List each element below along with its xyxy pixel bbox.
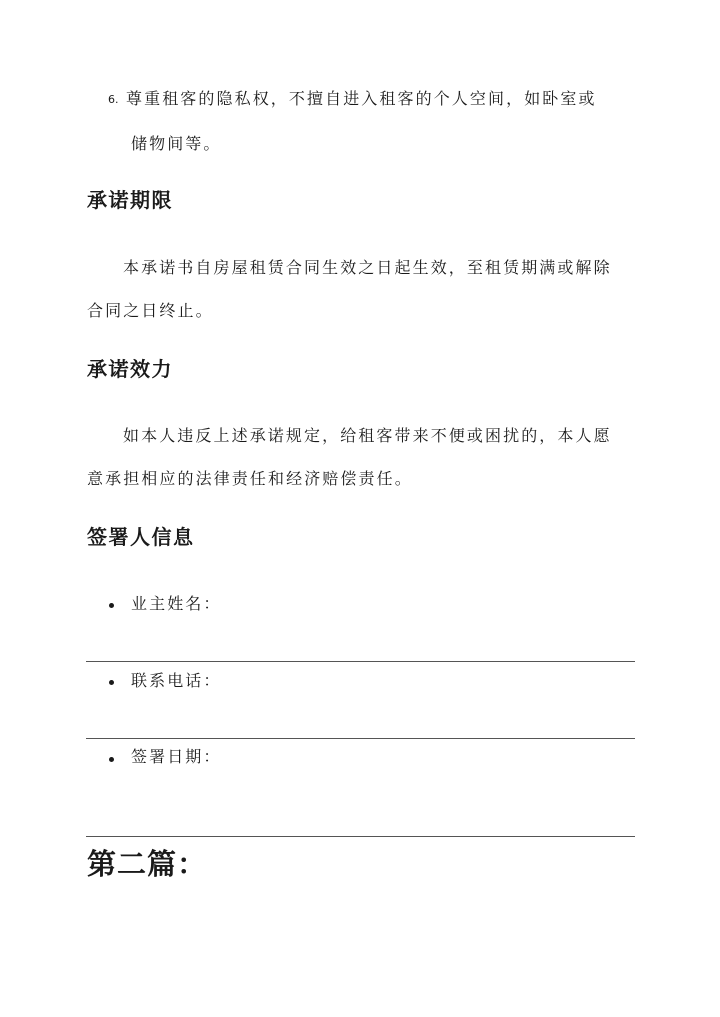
validity-paragraph-line-2: 意承担相应的法律责任和经济赔偿责任。 xyxy=(87,469,413,488)
list-item-6-line-2: 储物间等。 xyxy=(131,134,222,153)
term-paragraph-line-2: 合同之日终止。 xyxy=(87,301,214,320)
signature-line xyxy=(86,661,635,662)
validity-heading: 承诺效力 xyxy=(87,357,173,381)
term-heading: 承诺期限 xyxy=(87,188,173,212)
signer-heading: 签署人信息 xyxy=(87,525,195,549)
validity-paragraph-line-1: 如本人违反上述承诺规定，给租客带来不便或困扰的，本人愿 xyxy=(123,426,612,445)
signature-line xyxy=(86,836,635,837)
bullet-dot xyxy=(109,603,114,608)
signer-field-label: 联系电话： xyxy=(131,671,222,690)
part-two-heading: 第二篇： xyxy=(87,847,208,881)
bullet-dot xyxy=(109,757,114,762)
signature-line xyxy=(86,738,635,739)
list-item-6-line-1: 尊重租客的隐私权，不擅自进入租客的个人空间，如卧室或 xyxy=(126,89,597,108)
term-paragraph-line-1: 本承诺书自房屋租赁合同生效之日起生效，至租赁期满或解除 xyxy=(123,258,612,277)
bullet-dot xyxy=(109,680,114,685)
signer-field-label: 签署日期： xyxy=(131,747,222,766)
signer-field-label: 业主姓名： xyxy=(131,594,222,613)
list-item-number: 6. xyxy=(108,93,119,106)
